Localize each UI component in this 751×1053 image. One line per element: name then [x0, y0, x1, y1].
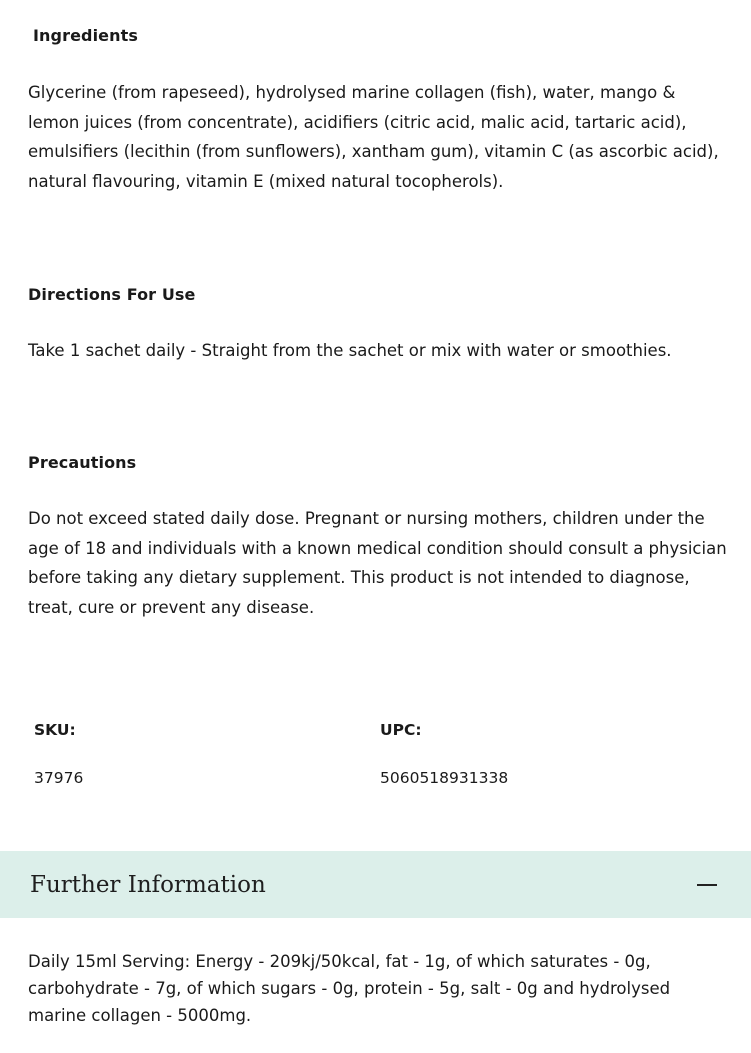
upc-value: 5060518931338: [380, 769, 509, 787]
precautions-heading: Precautions: [28, 453, 137, 472]
further-information-text: Daily 15ml Serving: Energy - 209kj/50kcal, fat - 1g, of which saturates - 0g, carbohydrate - 7g, of which sugars - 0g, protein - 5g, salt - 0g and hydrolysed marine collagen - 5000mg.: [28, 952, 671, 1025]
upc-label: UPC:: [380, 721, 422, 739]
further-information-accordion-header[interactable]: [0, 851, 751, 918]
ingredients-heading: Ingredients: [33, 26, 138, 45]
minus-icon[interactable]: [697, 884, 717, 886]
sku-label: SKU:: [34, 721, 76, 739]
ingredients-text: Glycerine (from rapeseed), hydrolysed marine collagen (fish), water, mango & lemon juices (from concentrate), acidifiers (citric acid, malic acid, tartaric acid), emulsifiers (lecithin (from sunflowers), xantham gum), vitamin C (as ascorbic acid), natural flavouring, vitamin E (mixed natural tocopherols).: [28, 83, 719, 192]
directions-heading: Directions For Use: [28, 285, 196, 304]
further-information-title: Further Information: [30, 872, 266, 898]
sku-value: 37976: [34, 769, 84, 787]
precautions-text: Do not exceed stated daily dose. Pregnant or nursing mothers, children under the age of 18 and individuals with a known medical condition should consult a physician before taking any dietary supplement. This product is not intended to diagnose, treat, cure or prevent any disease.: [28, 509, 727, 618]
directions-text: Take 1 sachet daily - Straight from the sachet or mix with water or smoothies.: [28, 341, 672, 360]
